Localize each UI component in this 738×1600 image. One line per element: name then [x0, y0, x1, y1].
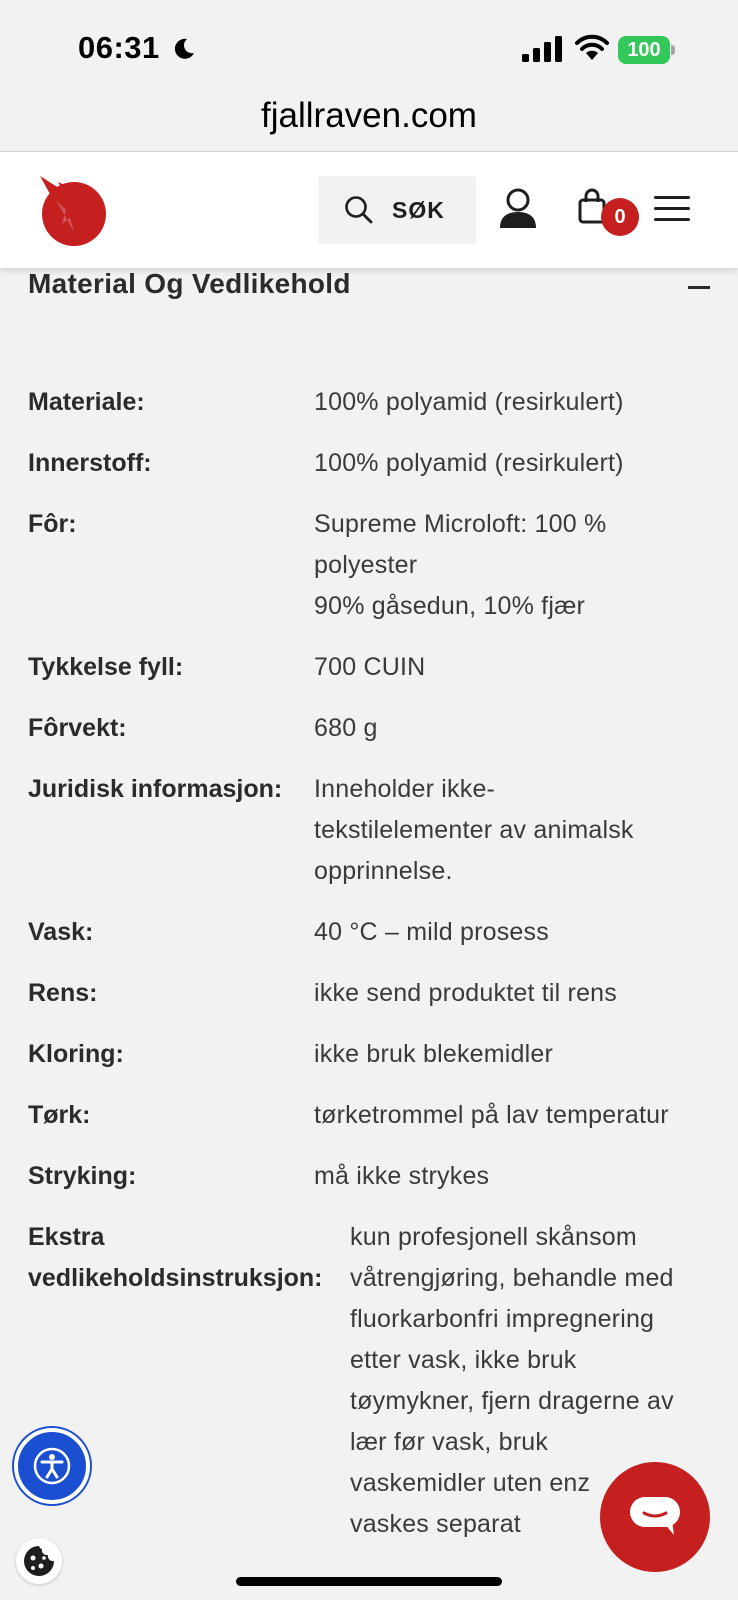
spec-value-line: 90% gåsedun, 10% fjær	[314, 592, 586, 620]
spec-value-line: 700 CUIN	[314, 653, 426, 681]
fox-logo[interactable]	[36, 172, 108, 248]
spec-value-line: 40 °C – mild prosess	[314, 918, 549, 946]
spec-value	[314, 504, 718, 627]
battery-tip	[671, 45, 675, 55]
spec-value-line: 100% polyamid (resirkulert)	[314, 449, 624, 477]
spec-value-line: vaskes separat	[350, 1510, 521, 1538]
spec-row	[28, 1095, 718, 1136]
spec-label-line: Ekstra	[28, 1223, 105, 1251]
spec-label	[28, 1217, 350, 1545]
spec-value-line: lær før vask, bruk	[350, 1428, 549, 1456]
spec-value-line: tøymykner, fjern dragerne av	[350, 1387, 674, 1415]
battery-icon	[618, 36, 674, 64]
spec-row	[28, 973, 718, 1014]
spec-value-line: tekstilelementer av animalsk	[314, 816, 634, 844]
spec-value	[314, 443, 718, 484]
spec-value	[314, 1095, 718, 1136]
site-header	[0, 152, 738, 268]
chat-button[interactable]	[600, 1462, 710, 1572]
spec-row	[28, 504, 718, 627]
accessibility-icon	[32, 1446, 72, 1486]
spec-value	[314, 912, 718, 953]
spec-label: Juridisk informasjon:	[28, 775, 283, 803]
spec-value-line: ikke bruk blekemidler	[314, 1040, 554, 1068]
spec-row	[28, 1034, 718, 1075]
url-text: fjallraven.com	[261, 95, 477, 135]
material-section-toggle[interactable]	[28, 268, 710, 308]
battery-level: 100	[618, 36, 670, 64]
spec-value-line: må ikke strykes	[314, 1162, 490, 1190]
spec-value-line: Inneholder ikke-	[314, 775, 496, 803]
spec-label: Tykkelse fyll:	[28, 653, 184, 681]
section-title: Material Og Vedlikehold	[28, 268, 351, 299]
spec-row	[28, 647, 718, 688]
spec-value-line: fluorkarbonfri impregnering	[350, 1305, 655, 1333]
cart-count-badge: 0	[601, 198, 639, 236]
status-bar	[0, 0, 738, 88]
spec-value	[314, 382, 718, 423]
spec-row	[28, 708, 718, 749]
search-button[interactable]	[318, 176, 476, 244]
spec-value-line: 100% polyamid (resirkulert)	[314, 388, 624, 416]
spec-value	[314, 769, 718, 892]
user-icon[interactable]	[498, 188, 538, 230]
spec-value-line: polyester	[314, 551, 418, 579]
spec-value	[314, 1156, 718, 1197]
wifi-icon	[574, 34, 610, 62]
spec-row	[28, 1156, 718, 1197]
search-label: SØK	[392, 196, 445, 223]
spec-label: Kloring:	[28, 1040, 124, 1068]
accessibility-button[interactable]	[14, 1428, 90, 1504]
signal-icon	[522, 36, 562, 62]
spec-value-line: Supreme Microloft: 100 %	[314, 510, 607, 538]
spec-value-line: kun profesjonell skånsom	[350, 1223, 637, 1251]
status-time: 06:31	[78, 30, 160, 65]
spec-row	[28, 382, 718, 423]
spec-row	[28, 769, 718, 892]
address-bar[interactable]	[0, 88, 738, 152]
spec-value-line: 680 g	[314, 714, 378, 742]
spec-row	[28, 912, 718, 953]
spec-label: Materiale:	[28, 388, 145, 416]
spec-label: Vask:	[28, 918, 94, 946]
home-indicator	[236, 1577, 502, 1586]
spec-label-line: vedlikeholdsinstruksjon:	[28, 1264, 323, 1292]
spec-value-line: ikke send produktet til rens	[314, 979, 617, 1007]
spec-label: Rens:	[28, 979, 98, 1007]
spec-value-line: våtrengjøring, behandle med	[350, 1264, 674, 1292]
spec-value-line: opprinnelse.	[314, 857, 453, 885]
spec-list	[28, 382, 718, 1565]
search-icon	[344, 195, 374, 225]
spec-value	[314, 973, 718, 1014]
menu-icon[interactable]	[654, 194, 690, 224]
cookie-icon	[22, 1544, 56, 1578]
moon-icon	[172, 37, 196, 61]
spec-value	[314, 708, 718, 749]
cookie-settings-button[interactable]	[16, 1538, 62, 1584]
spec-value-line: tørketrommel på lav temperatur	[314, 1101, 669, 1129]
spec-label: Tørk:	[28, 1101, 91, 1129]
spec-label: Innerstoff:	[28, 449, 152, 477]
spec-label: Stryking:	[28, 1162, 137, 1190]
spec-row	[28, 443, 718, 484]
spec-label: Fôr:	[28, 510, 77, 538]
spec-value	[314, 647, 718, 688]
minus-icon	[688, 286, 710, 289]
chat-icon	[628, 1495, 682, 1539]
spec-value-line: etter vask, ikke bruk	[350, 1346, 577, 1374]
spec-value	[314, 1034, 718, 1075]
spec-label: Fôrvekt:	[28, 714, 127, 742]
cart-button[interactable]	[578, 188, 642, 240]
spec-value-line: vaskemidler uten enz	[350, 1469, 591, 1497]
